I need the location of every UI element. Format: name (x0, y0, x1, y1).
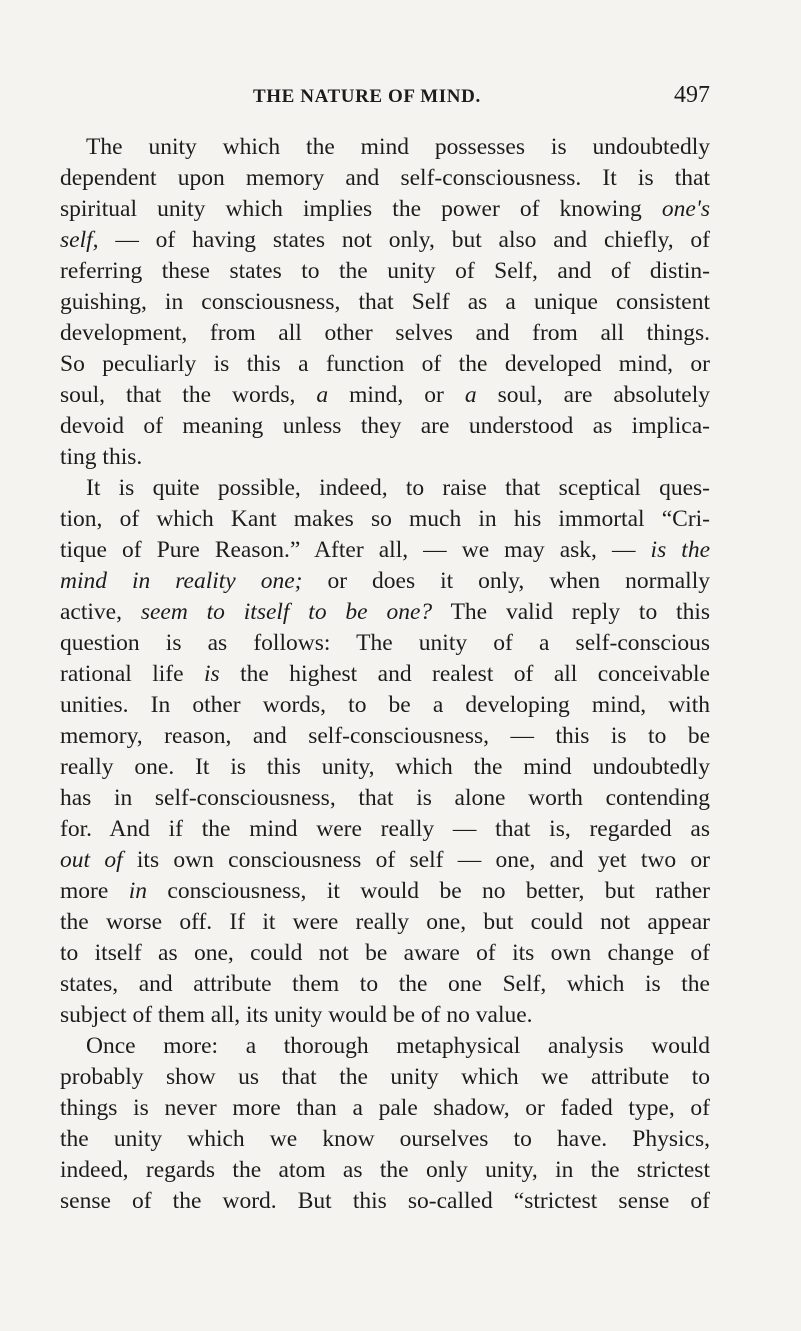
text-line: indeed, regards the atom as the only unity, in the strictest (60, 1157, 710, 1183)
text-line: the worse off. If it were really one, but could not appear (60, 909, 710, 935)
text-line: So peculiarly is this a function of the developed mind, or (60, 351, 710, 377)
running-head: THE NATURE OF MIND. (253, 86, 481, 107)
text-line: sense of the word. But this so-called “strictest sense of (60, 1188, 710, 1214)
text-line: for. And if the mind were really — that is, regarded as (60, 816, 710, 842)
text-line: dependent upon memory and self-consciousness. It is that (60, 165, 710, 191)
text-line: really one. It is this unity, which the mind undoubtedly (60, 754, 710, 780)
text-line: subject of them all, its unity would be of no value. (60, 1002, 533, 1028)
text-line: more in consciousness, it would be no better, but rather (60, 878, 710, 904)
text-line: soul, that the words, a mind, or a soul, are absolutely (60, 382, 710, 408)
page-header (60, 82, 710, 116)
text-line: states, and attribute them to the one Self, which is the (60, 971, 710, 997)
text-line: referring these states to the unity of Self, and of distin- (60, 258, 710, 284)
text-line: mind in reality one; or does it only, when normally (60, 568, 710, 594)
text-line: to itself as one, could not be aware of its own change of (60, 940, 710, 966)
text-line: The unity which the mind possesses is undoubtedly (86, 134, 710, 160)
text-line: probably show us that the unity which we attribute to (60, 1064, 710, 1090)
text-line: self, — of having states not only, but also and chiefly, of (60, 227, 710, 253)
text-line: tion, of which Kant makes so much in his immortal “Cri- (60, 506, 710, 532)
text-line: has in self-consciousness, that is alone worth contending (60, 785, 710, 811)
text-line: out of its own consciousness of self — one, and yet two or (60, 847, 710, 873)
page-number: 497 (674, 82, 710, 108)
text-line: spiritual unity which implies the power of knowing one's (60, 196, 710, 222)
text-line: the unity which we know ourselves to have. Physics, (60, 1126, 710, 1152)
text-line: development, from all other selves and from all things. (60, 320, 710, 346)
text-line: guishing, in consciousness, that Self as a unique consistent (60, 289, 710, 315)
text-line: It is quite possible, indeed, to raise that sceptical ques- (86, 475, 710, 501)
text-line: active, seem to itself to be one? The valid reply to this (60, 599, 710, 625)
text-line: Once more: a thorough metaphysical analysis would (86, 1033, 710, 1059)
text-line: unities. In other words, to be a developing mind, with (60, 692, 710, 718)
text-line: ting this. (60, 444, 143, 470)
text-line: things is never more than a pale shadow, or faded type, of (60, 1095, 710, 1121)
text-line: rational life is the highest and realest of all conceivable (60, 661, 710, 687)
text-line: tique of Pure Reason.” After all, — we may ask, — is the (60, 537, 710, 563)
text-line: question is as follows: The unity of a self-conscious (60, 630, 710, 656)
text-line: memory, reason, and self-consciousness, — this is to be (60, 723, 710, 749)
body-text (60, 132, 710, 1217)
text-line: devoid of meaning unless they are understood as implica- (60, 413, 710, 439)
